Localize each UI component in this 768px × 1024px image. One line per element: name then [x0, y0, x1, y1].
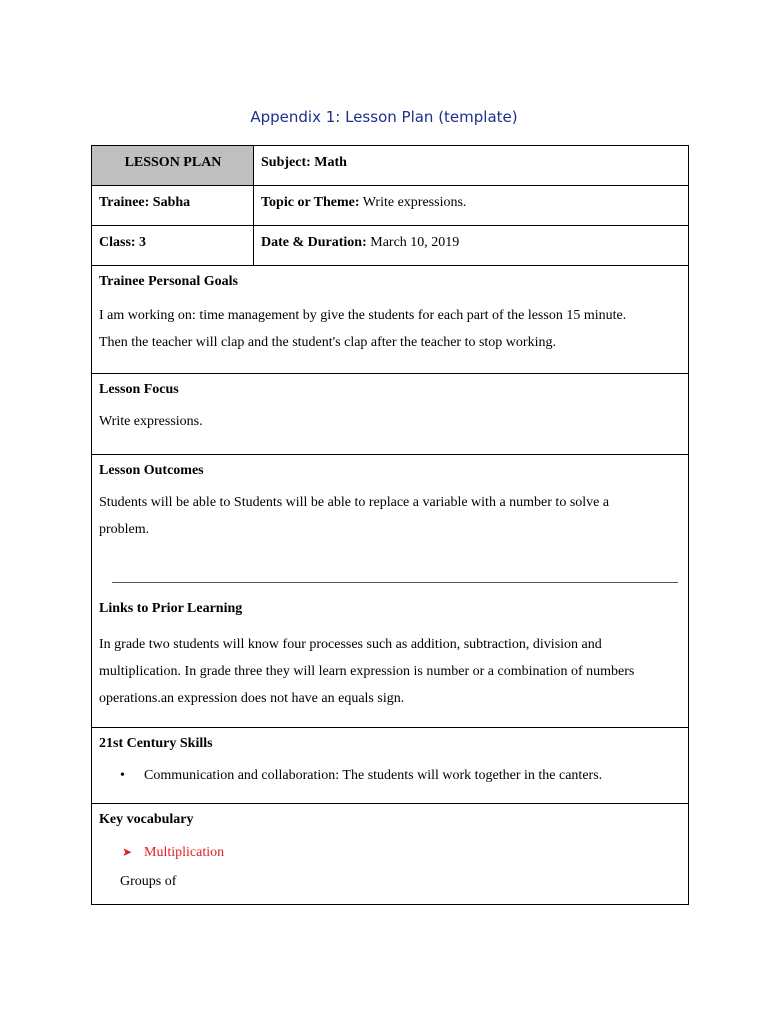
vocab-item-groups-of: Groups of	[120, 874, 177, 889]
subject-value: Math	[314, 155, 347, 170]
topic-cell	[254, 186, 688, 225]
bullet-dot-icon: •	[120, 768, 125, 783]
prior-learning-line-1: In grade two students will know four processes such as addition, subtraction, division and	[99, 637, 602, 652]
personal-goals-line-2: Then the teacher will clap and the student's clap after the teacher to stop working.	[99, 335, 556, 350]
prior-learning-line-3: operations.an expression does not have an equals sign.	[99, 691, 405, 706]
topic-label: Topic or Theme:	[261, 195, 360, 210]
personal-goals-heading: Trainee Personal Goals	[99, 274, 238, 289]
personal-goals-section	[92, 266, 688, 374]
lesson-outcomes-section	[92, 455, 688, 587]
lesson-plan-table	[91, 145, 689, 905]
lesson-focus-heading: Lesson Focus	[99, 382, 179, 397]
topic-value: Write expressions.	[362, 195, 467, 210]
trainee-cell	[92, 186, 254, 225]
prior-learning-line-2: multiplication. In grade three they will learn expression is number or a combination of numbers	[99, 664, 635, 679]
class-cell	[92, 226, 254, 265]
key-vocabulary-heading: Key vocabulary	[99, 812, 194, 827]
century-skills-bullet-text: Communication and collaboration: The students will work together in the canters.	[144, 768, 603, 783]
lesson-outcomes-heading: Lesson Outcomes	[99, 463, 204, 478]
header-row-date	[92, 226, 688, 266]
trainee-label: Trainee: Sabha	[99, 195, 191, 210]
key-vocabulary-section	[92, 804, 688, 904]
vocab-item-multiplication	[122, 845, 224, 861]
lesson-outcomes-line-1: Students will be able to Students will be able to replace a variable with a number to solve a	[99, 495, 610, 510]
date-cell	[254, 226, 688, 265]
header-row-subject	[92, 146, 688, 186]
section-divider	[112, 582, 678, 583]
class-label: Class: 3	[99, 235, 147, 250]
prior-learning-heading: Links to Prior Learning	[99, 601, 243, 616]
century-skills-bullet	[120, 768, 602, 784]
century-skills-section	[92, 728, 688, 804]
lesson-outcomes-line-2: problem.	[99, 522, 150, 537]
subject-cell	[254, 146, 688, 185]
document-title: Appendix 1: Lesson Plan (template)	[250, 108, 518, 126]
century-skills-heading: 21st Century Skills	[99, 736, 213, 751]
vocab-item-multiplication-text: Multiplication	[144, 845, 225, 860]
lesson-plan-label: LESSON PLAN	[124, 155, 222, 170]
lesson-focus-text: Write expressions.	[99, 414, 203, 429]
date-label: Date & Duration:	[261, 235, 367, 250]
lesson-focus-section	[92, 374, 688, 455]
prior-learning-section	[92, 587, 688, 728]
subject-label: Subject:	[261, 155, 311, 170]
header-row-topic	[92, 186, 688, 226]
personal-goals-line-1: I am working on: time management by give the students for each part of the lesson 15 minute.	[99, 308, 627, 323]
date-value: March 10, 2019	[370, 235, 460, 250]
lesson-plan-cell	[92, 146, 254, 185]
arrow-right-icon: ➤	[122, 845, 133, 859]
